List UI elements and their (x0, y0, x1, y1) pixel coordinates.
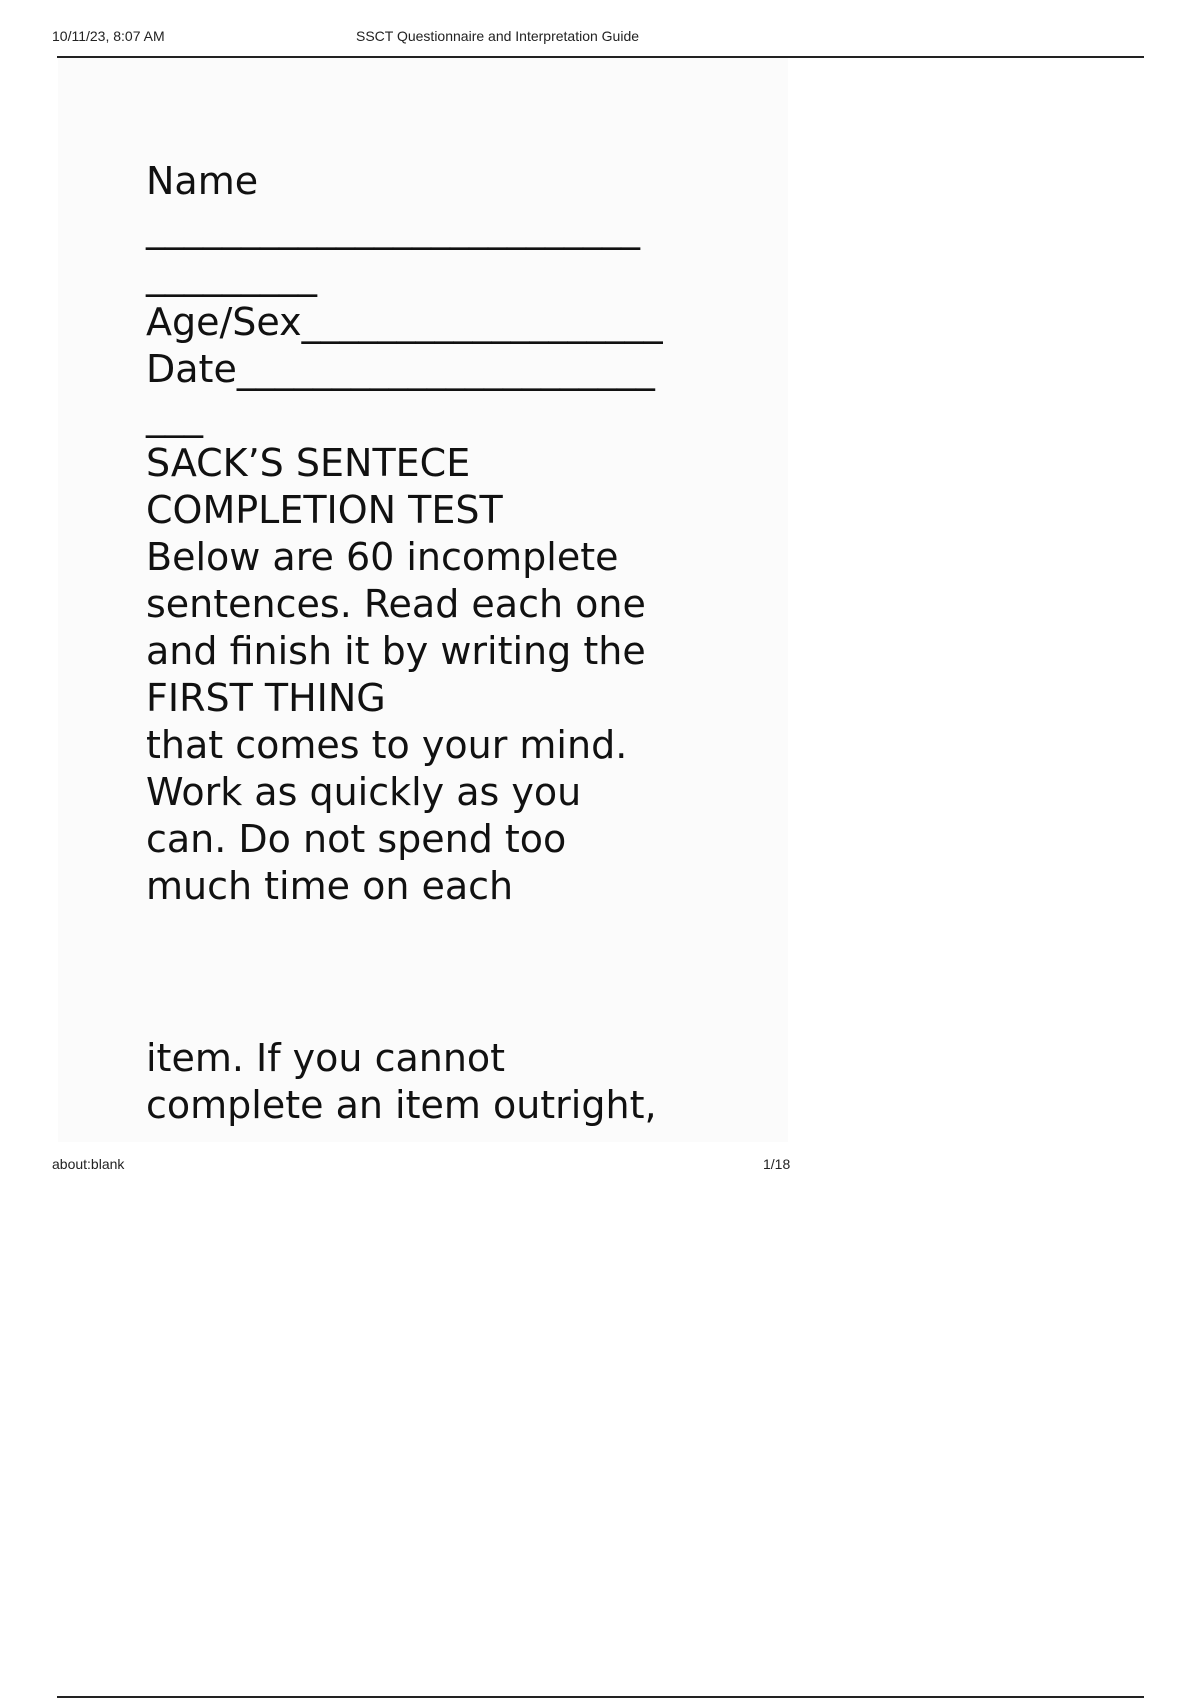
instruction-line: sentences. Read each one (146, 582, 646, 626)
instruction-line: complete an item outright, (146, 1083, 657, 1127)
bottom-divider (57, 1696, 1144, 1698)
print-footer-url: about:blank (52, 1156, 125, 1172)
form-content (146, 158, 746, 1129)
instruction-line: FIRST THING (146, 676, 386, 720)
print-header-datetime: 10/11/23, 8:07 AM (52, 28, 165, 44)
instruction-line: Below are 60 incomplete (146, 535, 619, 579)
name-blank-line-wrap: _________ (146, 253, 317, 297)
age-sex-field: Age/Sex___________________ (146, 300, 663, 344)
instruction-line: and finish it by writing the (146, 629, 646, 673)
instruction-line: can. Do not spend too (146, 817, 567, 861)
name-label: Name (146, 159, 259, 203)
instruction-line: that comes to your mind. (146, 723, 628, 767)
date-field: Date______________________ (146, 347, 655, 391)
instruction-line: Work as quickly as you (146, 770, 582, 814)
test-title-line-1: SACK’S SENTECE (146, 441, 471, 485)
instruction-line: much time on each (146, 864, 514, 908)
test-title-line-2: COMPLETION TEST (146, 488, 503, 532)
name-blank-line: __________________________ (146, 206, 640, 250)
date-blank-line-wrap: ___ (146, 394, 203, 438)
print-header-title: SSCT Questionnaire and Interpretation Guide (356, 28, 640, 44)
page-gap (146, 910, 746, 1035)
instruction-line: item. If you cannot (146, 1036, 506, 1080)
print-footer-page-number: 1/18 (763, 1156, 791, 1172)
